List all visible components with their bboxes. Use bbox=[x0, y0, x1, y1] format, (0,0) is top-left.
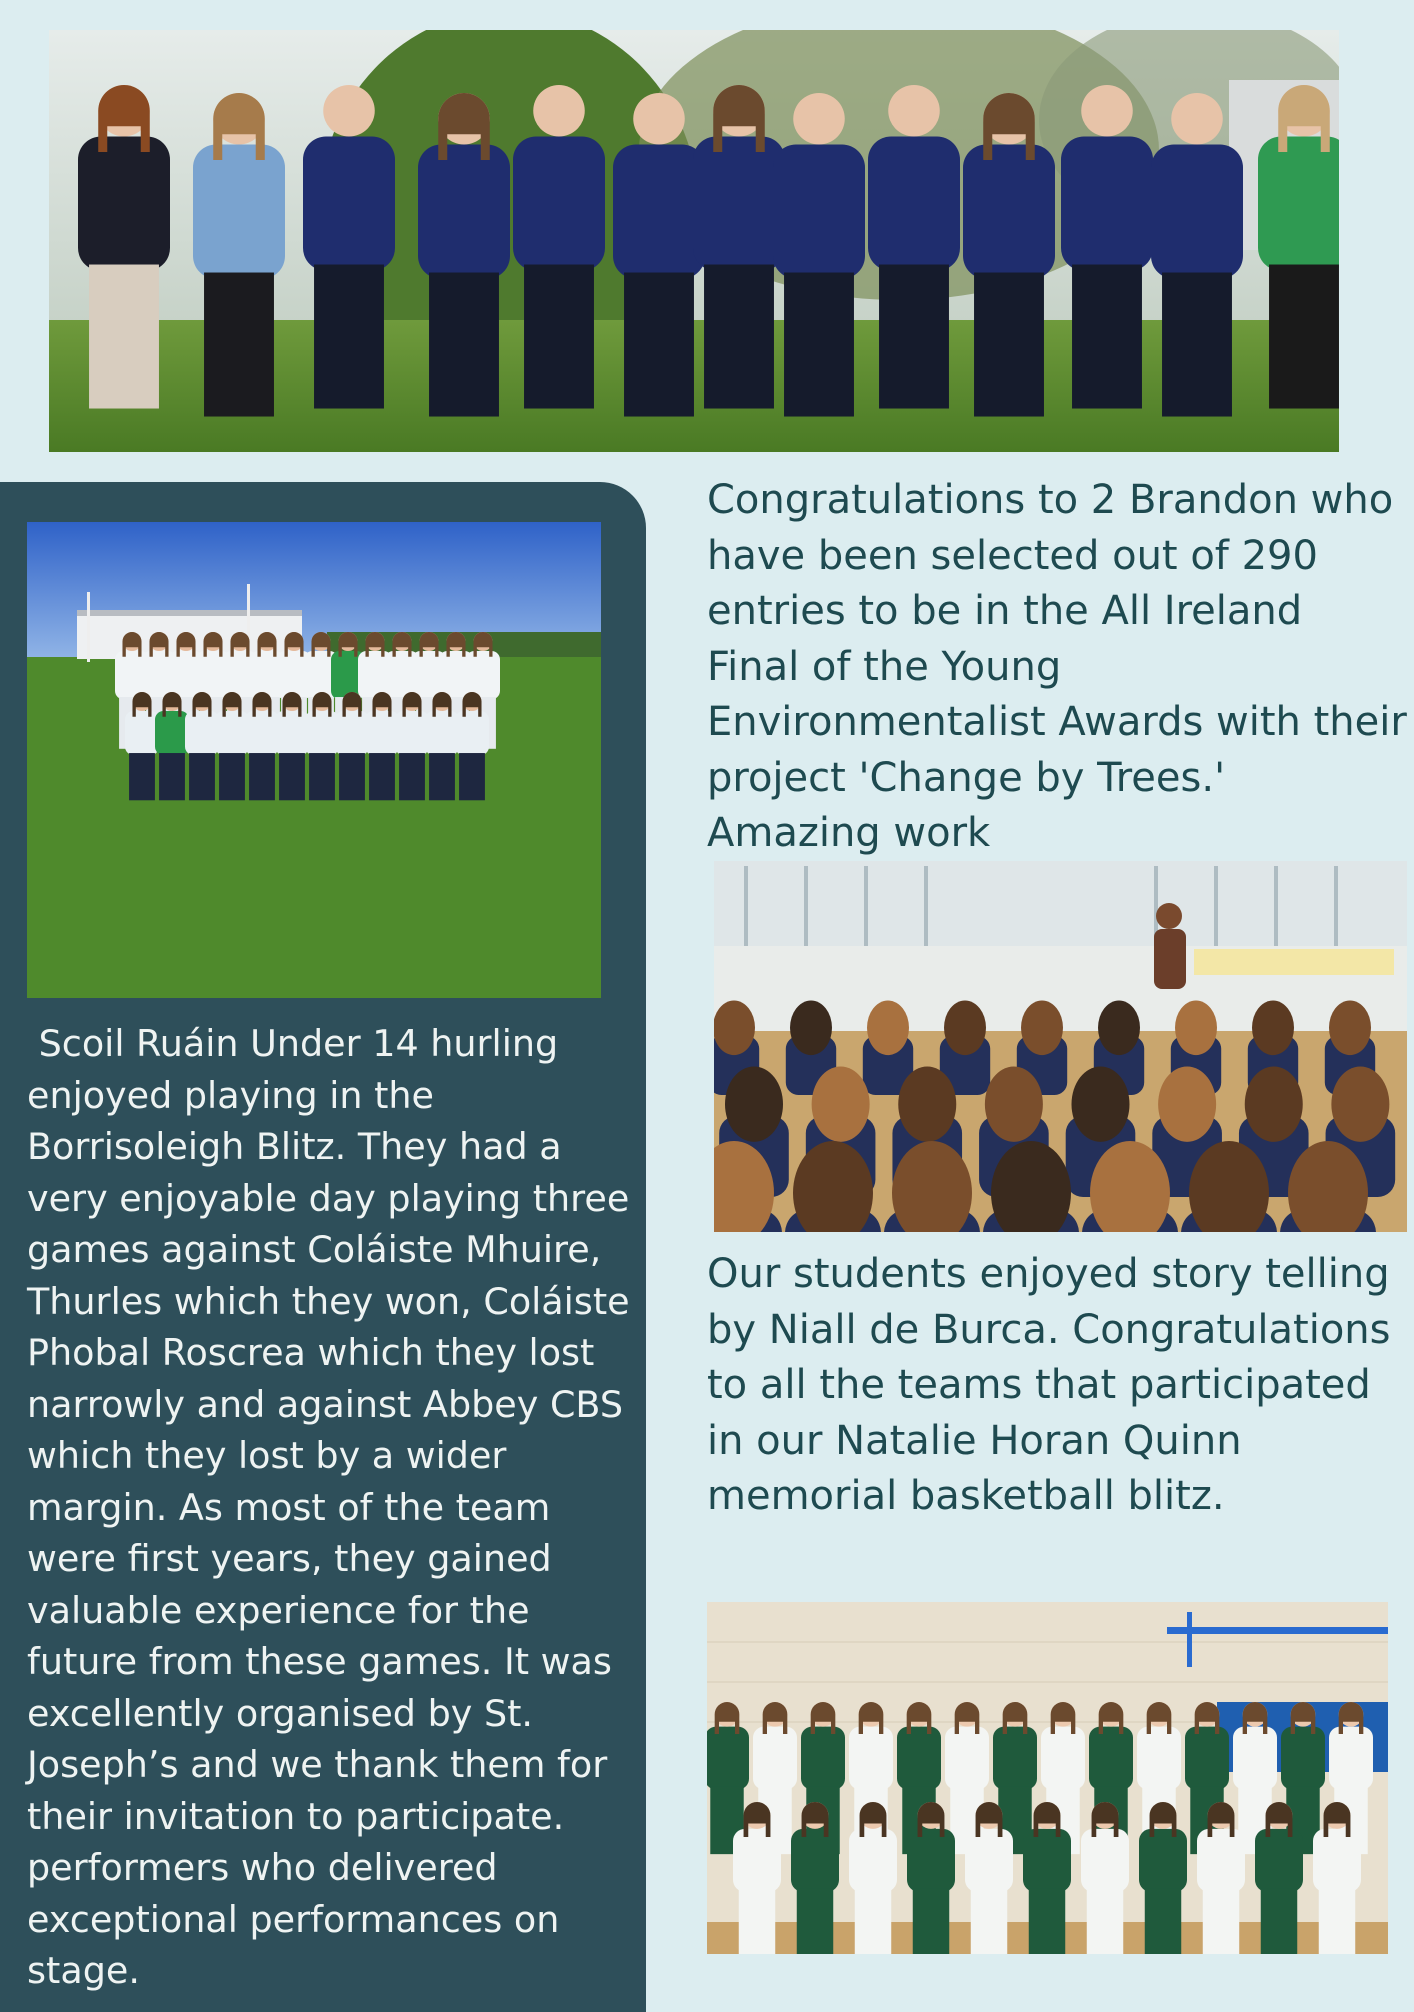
hurling-article-text: Scoil Ruáin Under 14 hurling enjoyed playing in the Borrisoleigh Blitz. They had a very enjoyable day playing three games against Coláiste Mhuire, Thurles which they won, Coláiste Phobal Roscrea which they lost narrowly and against Abbey CBS which they lost by a wider margin. As most of the team were first years, they gained valuable experience for the future from these games. It was excellently organised by St. Joseph’s and we thank them for their invitation to participate. performers who delivered exceptional performances on stage. bbox=[27, 1022, 630, 1992]
basketball-teams-photo bbox=[707, 1602, 1388, 1954]
environmental-award-text: Congratulations to 2 Brandon who have been selected out of 290 entries to be in the All Ireland Final of the Young Environmentalist Awards with their project 'Change by Trees.' Amazing work bbox=[707, 477, 1407, 856]
hurling-team-photo bbox=[27, 522, 601, 998]
storytelling-basketball-text: Our students enjoyed story telling by Niall de Burca. Congratulations to all the teams that participated in our Natalie Horan Quinn memorial basketball blitz. bbox=[707, 1251, 1391, 1519]
group-photo-top bbox=[49, 30, 1339, 452]
storytelling-photo bbox=[714, 861, 1407, 1232]
